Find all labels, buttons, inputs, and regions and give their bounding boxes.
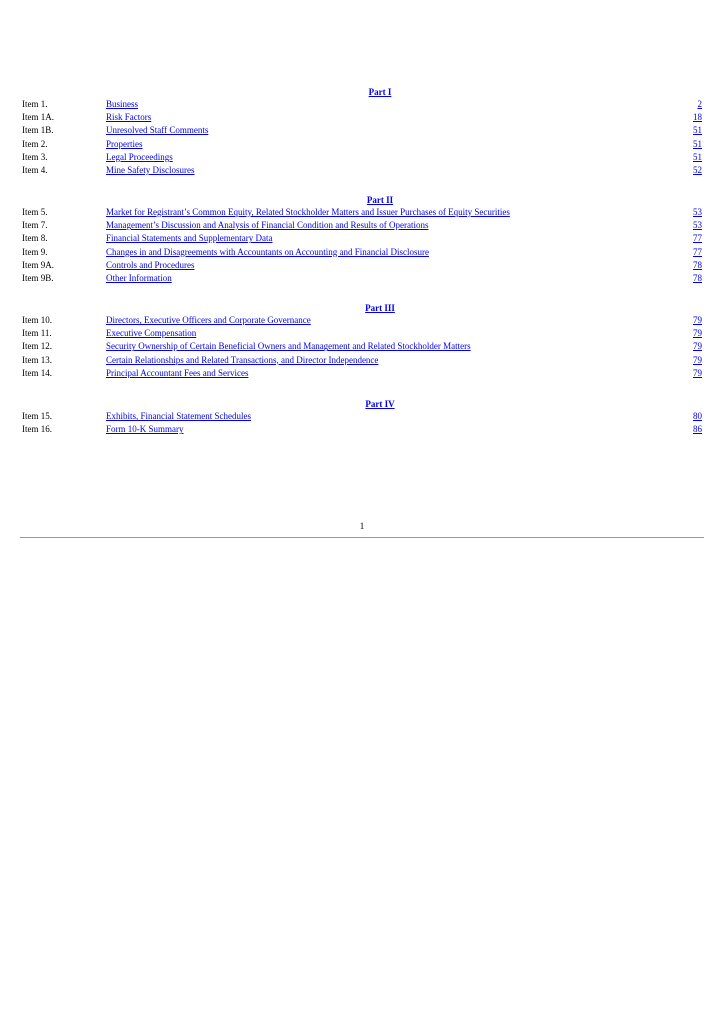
item-page-link[interactable]: 79: [693, 328, 702, 339]
item-page-link[interactable]: 79: [693, 315, 702, 325]
item-title-link[interactable]: Financial Statements and Supplementary Data: [106, 233, 273, 244]
toc-row: [0, 246, 724, 258]
item-title-link[interactable]: Unresolved Staff Comments: [106, 125, 209, 136]
item-number: Item 14.: [22, 367, 52, 378]
item-page-link[interactable]: 53: [693, 220, 702, 231]
toc-row: [0, 138, 724, 150]
item-number: Item 13.: [22, 354, 52, 365]
toc-row: [0, 272, 724, 284]
part-heading: [0, 302, 724, 314]
part-heading: [0, 194, 724, 206]
item-title-link[interactable]: Business: [106, 99, 139, 109]
toc-row: [0, 98, 724, 110]
toc-row: [0, 314, 724, 326]
toc-row: [0, 354, 724, 366]
item-page-link[interactable]: 51: [693, 138, 702, 149]
item-number: Item 11.: [22, 328, 52, 339]
item-number: Item 4.: [22, 165, 48, 175]
item-page-link[interactable]: 86: [693, 424, 702, 435]
item-title-link[interactable]: Exhibits, Financial Statement Schedules: [106, 411, 251, 421]
item-page-link[interactable]: 78: [693, 273, 702, 283]
part-heading: [0, 86, 724, 98]
toc-row: [0, 327, 724, 339]
item-number: Item 8.: [22, 233, 48, 244]
item-number: Item 10.: [22, 315, 52, 325]
toc-row: [0, 151, 724, 163]
toc-row: [0, 259, 724, 271]
item-number: Item 1A.: [22, 112, 54, 123]
toc-row: [0, 367, 724, 379]
item-number: Item 1.: [22, 99, 48, 109]
toc-row: [0, 410, 724, 422]
item-number: Item 2.: [22, 138, 48, 149]
item-number: Item 7.: [22, 220, 48, 231]
page-number: 1: [359, 521, 365, 531]
item-number: Item 9A.: [22, 259, 54, 270]
item-title-link[interactable]: Principal Accountant Fees and Services: [106, 367, 249, 378]
item-title-link[interactable]: Changes in and Disagreements with Accountants on Accounting and Financial Disclosure: [106, 246, 429, 257]
item-number: Item 9B.: [22, 273, 54, 283]
toc-row: [0, 219, 724, 231]
item-page-link[interactable]: 2: [697, 99, 702, 109]
item-title-link[interactable]: Market for Registrant’s Common Equity, Related Stockholder Matters and Issuer Purchases of Equity Securities: [106, 207, 510, 217]
toc-row: [0, 423, 724, 435]
page-divider: [20, 537, 704, 538]
item-number: Item 12.: [22, 341, 52, 352]
item-number: Item 1B.: [22, 125, 54, 136]
item-number: Item 15.: [22, 411, 52, 421]
item-number: Item 3.: [22, 151, 48, 162]
part-heading-link[interactable]: Part I: [368, 87, 392, 97]
toc-row: [0, 206, 724, 218]
item-page-link[interactable]: 78: [693, 259, 702, 270]
toc-row: [0, 164, 724, 176]
item-page-link[interactable]: 80: [693, 411, 702, 421]
item-title-link[interactable]: Form 10-K Summary: [106, 424, 184, 435]
item-title-link[interactable]: Security Ownership of Certain Beneficial Owners and Management and Related Stockholder Matters: [106, 341, 471, 352]
part-heading-link[interactable]: Part IV: [365, 399, 395, 409]
item-title-link[interactable]: Executive Compensation: [106, 328, 197, 339]
part-heading-link[interactable]: Part III: [365, 303, 395, 313]
toc-row: [0, 232, 724, 244]
item-title-link[interactable]: Other Information: [106, 273, 172, 283]
item-title-link[interactable]: Risk Factors: [106, 112, 152, 123]
toc-row: [0, 340, 724, 352]
item-page-link[interactable]: 77: [693, 246, 702, 257]
item-page-link[interactable]: 79: [693, 354, 702, 365]
item-number: Item 5.: [22, 207, 48, 217]
item-page-link[interactable]: 53: [693, 207, 702, 217]
part-heading: [0, 398, 724, 410]
item-page-link[interactable]: 79: [693, 367, 702, 378]
part-heading-link[interactable]: Part II: [366, 195, 394, 205]
item-page-link[interactable]: 77: [693, 233, 702, 244]
item-title-link[interactable]: Properties: [106, 138, 143, 149]
item-title-link[interactable]: Legal Proceedings: [106, 151, 173, 162]
item-page-link[interactable]: 18: [693, 112, 702, 123]
item-title-link[interactable]: Management’s Discussion and Analysis of Financial Condition and Results of Operations: [106, 220, 429, 231]
item-page-link[interactable]: 52: [693, 165, 702, 175]
item-page-link[interactable]: 51: [693, 125, 702, 136]
item-title-link[interactable]: Directors, Executive Officers and Corporate Governance: [106, 315, 311, 325]
item-page-link[interactable]: 79: [693, 341, 702, 352]
toc-row: [0, 111, 724, 123]
item-number: Item 9.: [22, 246, 48, 257]
item-title-link[interactable]: Certain Relationships and Related Transactions, and Director Independence: [106, 354, 379, 365]
item-title-link[interactable]: Mine Safety Disclosures: [106, 165, 195, 175]
toc-row: [0, 124, 724, 136]
item-number: Item 16.: [22, 424, 52, 435]
item-title-link[interactable]: Controls and Procedures: [106, 259, 195, 270]
item-page-link[interactable]: 51: [693, 151, 702, 162]
